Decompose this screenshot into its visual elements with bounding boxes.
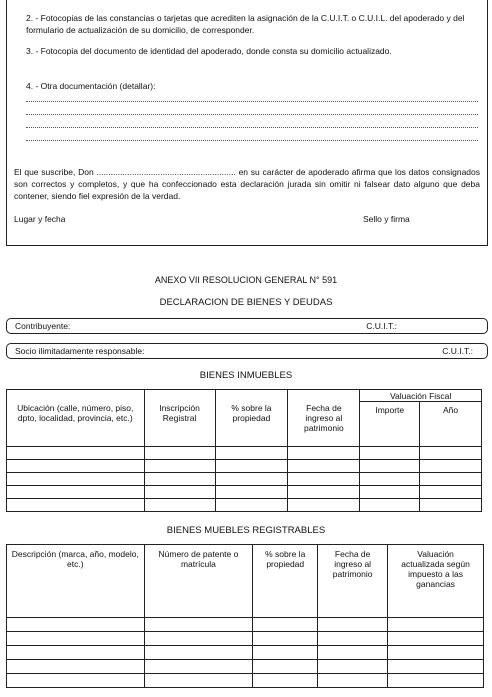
col-valuacion-fiscal: Valuación Fiscal (360, 390, 482, 402)
annex-subtitle: DECLARACION DE BIENES Y DEUDAS (159, 297, 333, 308)
col-porcentaje-mue: % sobre la propiedad (253, 545, 318, 618)
cuit-label-2: C.U.I.T.: (442, 346, 473, 356)
col-descripcion: Descripción (marca, año, modelo, etc.) (7, 545, 145, 618)
table-row[interactable] (7, 486, 482, 499)
table-row[interactable] (7, 646, 484, 660)
col-inscripcion: Inscripción Registral (144, 390, 215, 447)
col-importe: Importe (360, 402, 420, 447)
sello-firma-label: Sello y firma (363, 214, 410, 224)
table-row[interactable] (7, 447, 482, 460)
item-4-text: 4. - Otra documentación (detallar): (26, 81, 156, 91)
muebles-title: BIENES MUEBLES REGISTRABLES (166, 525, 326, 536)
cuit-label-1: C.U.I.T.: (366, 321, 397, 331)
table-row[interactable] (7, 632, 484, 646)
item-3-text: 3. - Fotocopia del documento de identidad del apoderado, donde consta su domicilio actualizado. (26, 46, 392, 56)
annex-title: ANEXO VII RESOLUCION GENERAL N° 591 (154, 275, 338, 285)
detail-line-1[interactable] (26, 91, 478, 102)
table-row[interactable] (7, 674, 484, 688)
detail-line-2[interactable] (26, 104, 478, 115)
table-row[interactable] (7, 499, 482, 512)
detail-line-4[interactable] (26, 130, 478, 141)
muebles-table (6, 544, 484, 688)
col-fecha-mue: Fecha de ingreso al patrimonio (318, 545, 388, 618)
socio-field[interactable] (6, 343, 488, 359)
item-2-text: 2. - Fotocopias de las constancias o tarjetas que acrediten la asignación de la C.U.I.T. o C.U.I.L. del apoderado y del formulario de actualización de su domicilio, de corresponder. (26, 13, 465, 35)
declaration-text: El que suscribe, Don ........................................................... en su carácter de apoderado afirma que los datos consignados son correctos y completos, y que ha confeccionado esta declaración jurada sin omitir ni falsear dato alguno que deba contener, siendo fiel expresión de la verdad. (14, 167, 480, 201)
lugar-fecha-label: Lugar y fecha (14, 214, 66, 224)
col-fecha-inm: Fecha de ingreso al patrimonio (288, 390, 360, 447)
col-ubicacion: Ubicación (calle, número, piso, dpto, localidad, provincia, etc.) (7, 390, 145, 447)
col-valuacion-actualizada: Valuación actualizada según impuesto a las ganancias (388, 545, 484, 618)
socio-label: Socio ilimitadamente responsable: (15, 346, 145, 356)
table-row[interactable] (7, 473, 482, 486)
table-row[interactable] (7, 618, 484, 632)
table-row[interactable] (7, 460, 482, 473)
contribuyente-field[interactable] (6, 318, 488, 334)
contribuyente-label: Contribuyente: (15, 321, 71, 331)
detail-line-3[interactable] (26, 117, 478, 128)
col-anio: Año (420, 402, 482, 447)
table-row[interactable] (7, 660, 484, 674)
col-porcentaje-inm: % sobre la propiedad (215, 390, 288, 447)
col-patente: Número de patente o matrícula (144, 545, 253, 618)
inmuebles-table (6, 389, 482, 512)
inmuebles-title: BIENES INMUEBLES (199, 370, 293, 381)
